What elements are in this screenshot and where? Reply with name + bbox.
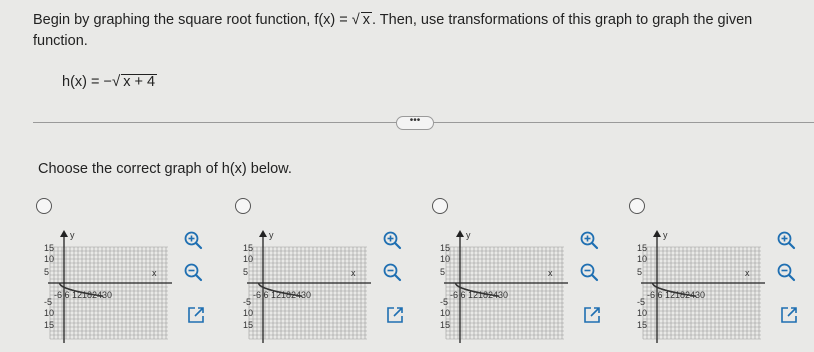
y-tick-label: 5 [637, 267, 643, 277]
function-radicand: x + 4 [123, 74, 156, 90]
x-axis-label: x [351, 268, 356, 278]
graph-choice-a [36, 198, 236, 352]
x-axis-label: x [745, 268, 750, 278]
y-axis-label: y [663, 230, 668, 240]
zoom-in-icon[interactable] [579, 230, 599, 250]
y-axis-arrow [653, 230, 661, 237]
y-tick-label: 10 [44, 254, 55, 264]
external-link-icon[interactable] [186, 305, 206, 325]
y-tick-label: 15 [44, 243, 55, 253]
y-tick-label: 5 [243, 267, 249, 277]
y-tick-label: 5 [44, 267, 50, 277]
y-tick-label: -5 [243, 297, 252, 307]
y-axis-arrow [60, 230, 68, 237]
x-tick-labels: -6 6 12182430 [450, 290, 509, 300]
y-tick-label: 10 [440, 254, 451, 264]
y-tick-label: 10 [440, 308, 451, 318]
function-lhs: h(x) = − [62, 74, 112, 90]
radio-choice-d[interactable] [629, 198, 645, 214]
graph-choice-d [629, 198, 814, 352]
graph-choice-b [235, 198, 435, 352]
y-tick-label: 15 [637, 243, 648, 253]
y-axis-label: y [269, 230, 274, 240]
y-tick-label: 15 [440, 320, 451, 330]
graph-c[interactable] [438, 225, 568, 349]
sqrt-radicand: x [362, 12, 371, 28]
external-link-icon[interactable] [582, 305, 602, 325]
y-tick-label: 15 [44, 320, 55, 330]
zoom-out-icon[interactable] [382, 262, 402, 282]
y-tick-label: 15 [637, 320, 648, 330]
radio-choice-a[interactable] [36, 198, 52, 214]
x-tick-labels: -6 6 12182430 [253, 290, 312, 300]
external-link-icon[interactable] [385, 305, 405, 325]
x-tick-labels: -6 6 12182430 [54, 290, 113, 300]
prompt-text-before: Begin by graphing the square root function, f(x) = [33, 12, 352, 28]
y-tick-label: 15 [440, 243, 451, 253]
graph-d[interactable] [635, 225, 765, 349]
question-prompt [33, 10, 803, 52]
prompt-text-after: . Then, use transformations of this graph to graph the given function. [33, 12, 753, 49]
zoom-in-icon[interactable] [183, 230, 203, 250]
y-tick-label: -5 [440, 297, 449, 307]
y-tick-label: -5 [44, 297, 53, 307]
x-axis-label: x [548, 268, 553, 278]
external-link-icon[interactable] [779, 305, 799, 325]
radio-choice-c[interactable] [432, 198, 448, 214]
y-tick-label: -5 [637, 297, 646, 307]
sqrt-symbol: √ [111, 73, 121, 90]
y-tick-label: 10 [243, 254, 254, 264]
zoom-out-icon[interactable] [183, 262, 203, 282]
radio-choice-b[interactable] [235, 198, 251, 214]
y-tick-label: 10 [637, 308, 648, 318]
y-axis-arrow [456, 230, 464, 237]
y-tick-label: 10 [243, 308, 254, 318]
x-tick-labels: -6 6 12182430 [647, 290, 706, 300]
sqrt-symbol: √ [351, 12, 360, 28]
y-tick-label: 15 [243, 320, 254, 330]
y-axis-label: y [70, 230, 75, 240]
y-tick-label: 5 [440, 267, 446, 277]
zoom-out-icon[interactable] [776, 262, 796, 282]
question-text: Choose the correct graph of h(x) below. [38, 161, 292, 177]
graph-a[interactable] [42, 225, 172, 349]
y-axis-label: y [466, 230, 471, 240]
graph-b[interactable] [241, 225, 371, 349]
y-axis-arrow [259, 230, 267, 237]
y-tick-label: 10 [44, 308, 55, 318]
given-function [62, 73, 157, 90]
y-tick-label: 15 [243, 243, 254, 253]
y-tick-label: 10 [637, 254, 648, 264]
zoom-in-icon[interactable] [776, 230, 796, 250]
zoom-in-icon[interactable] [382, 230, 402, 250]
x-axis-label: x [152, 268, 157, 278]
graph-choice-c [432, 198, 632, 352]
zoom-out-icon[interactable] [579, 262, 599, 282]
more-button[interactable]: ••• [396, 116, 434, 130]
